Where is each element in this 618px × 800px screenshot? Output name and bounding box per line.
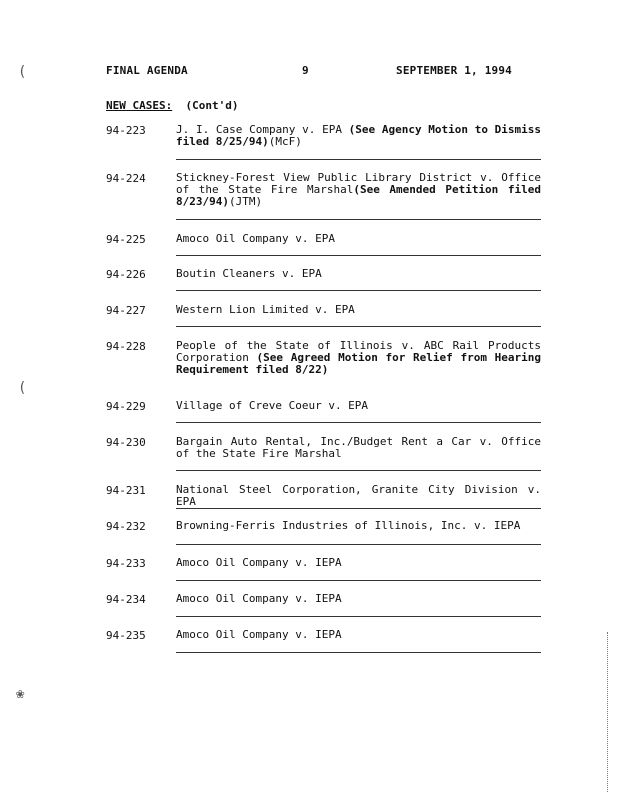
case-entry bbox=[176, 268, 541, 280]
case-number: 94-225 bbox=[106, 233, 146, 246]
case-entry bbox=[176, 172, 541, 208]
case-number: 94-230 bbox=[106, 436, 146, 449]
case-number: 94-234 bbox=[106, 593, 146, 606]
case-rule bbox=[176, 616, 541, 617]
case-entry bbox=[176, 436, 541, 460]
case-entry bbox=[176, 484, 541, 508]
case-entry bbox=[176, 520, 541, 532]
case-title: Western Lion Limited v. EPA bbox=[176, 303, 355, 316]
case-tail: (JTM) bbox=[228, 195, 263, 208]
case-title: Bargain Auto Rental, Inc./Budget Rent a Car v. Office of the State Fire Marshal bbox=[176, 435, 541, 460]
case-note: (See Agency Motion to Dismiss filed 8/25/94) bbox=[176, 123, 541, 148]
case-entry bbox=[176, 124, 541, 148]
case-number: 94-232 bbox=[106, 520, 146, 533]
case-note: (See Amended Petition filed 8/23/94) bbox=[176, 183, 541, 208]
case-entry bbox=[176, 340, 541, 376]
case-rule bbox=[176, 219, 541, 220]
case-title: Boutin Cleaners v. EPA bbox=[176, 267, 322, 280]
case-entry bbox=[176, 593, 541, 605]
case-rule bbox=[176, 255, 541, 256]
case-title: Amoco Oil Company v. IEPA bbox=[176, 556, 342, 569]
case-entry bbox=[176, 557, 541, 569]
punch-hole-mark: ( bbox=[18, 64, 27, 80]
agenda-date: SEPTEMBER 1, 1994 bbox=[396, 64, 512, 77]
punch-hole-mark: ( bbox=[18, 380, 27, 396]
case-rule bbox=[176, 422, 541, 423]
case-title: Amoco Oil Company v. IEPA bbox=[176, 628, 342, 641]
section-cont: (Cont'd) bbox=[185, 99, 239, 112]
case-rule bbox=[176, 470, 541, 471]
case-number: 94-231 bbox=[106, 484, 146, 497]
case-entry bbox=[176, 629, 541, 641]
case-tail: (McF) bbox=[268, 135, 302, 148]
section-title: NEW CASES: bbox=[106, 99, 173, 112]
page-number: 9 bbox=[302, 64, 309, 77]
agenda-title: FINAL AGENDA bbox=[106, 64, 188, 77]
punch-hole-mark: ❀ bbox=[16, 686, 25, 702]
case-rule bbox=[176, 544, 541, 545]
case-rule bbox=[176, 159, 541, 160]
case-rule bbox=[176, 580, 541, 581]
case-entry bbox=[176, 400, 541, 412]
case-rule bbox=[176, 326, 541, 327]
case-title: Stickney-Forest View Public Library District v. Office of the State Fire Marshal bbox=[176, 171, 541, 196]
section-heading bbox=[106, 99, 238, 112]
case-title: Amoco Oil Company v. IEPA bbox=[176, 592, 342, 605]
case-number: 94-223 bbox=[106, 124, 146, 137]
case-title: Amoco Oil Company v. EPA bbox=[176, 232, 335, 245]
case-number: 94-227 bbox=[106, 304, 146, 317]
case-entry bbox=[176, 304, 541, 316]
case-title: People of the State of Illinois v. ABC Rail Products Corporation bbox=[176, 339, 541, 364]
case-entry bbox=[176, 233, 541, 245]
case-number: 94-229 bbox=[106, 400, 146, 413]
case-title: J. I. Case Company v. EPA bbox=[176, 123, 349, 136]
case-number: 94-235 bbox=[106, 629, 146, 642]
case-number: 94-233 bbox=[106, 557, 146, 570]
case-title: National Steel Corporation, Granite City Division v. EPA bbox=[176, 483, 541, 508]
case-note: (See Agreed Motion for Relief from Hearing Requirement filed 8/22) bbox=[176, 351, 541, 376]
case-number: 94-224 bbox=[106, 172, 146, 185]
case-number: 94-226 bbox=[106, 268, 146, 281]
case-number: 94-228 bbox=[106, 340, 146, 353]
case-rule bbox=[176, 508, 541, 509]
scan-edge-line bbox=[607, 632, 608, 792]
case-title: Village of Creve Coeur v. EPA bbox=[176, 399, 369, 412]
case-rule bbox=[176, 652, 541, 653]
case-title: Browning-Ferris Industries of Illinois, Inc. v. IEPA bbox=[176, 519, 521, 532]
case-rule bbox=[176, 290, 541, 291]
